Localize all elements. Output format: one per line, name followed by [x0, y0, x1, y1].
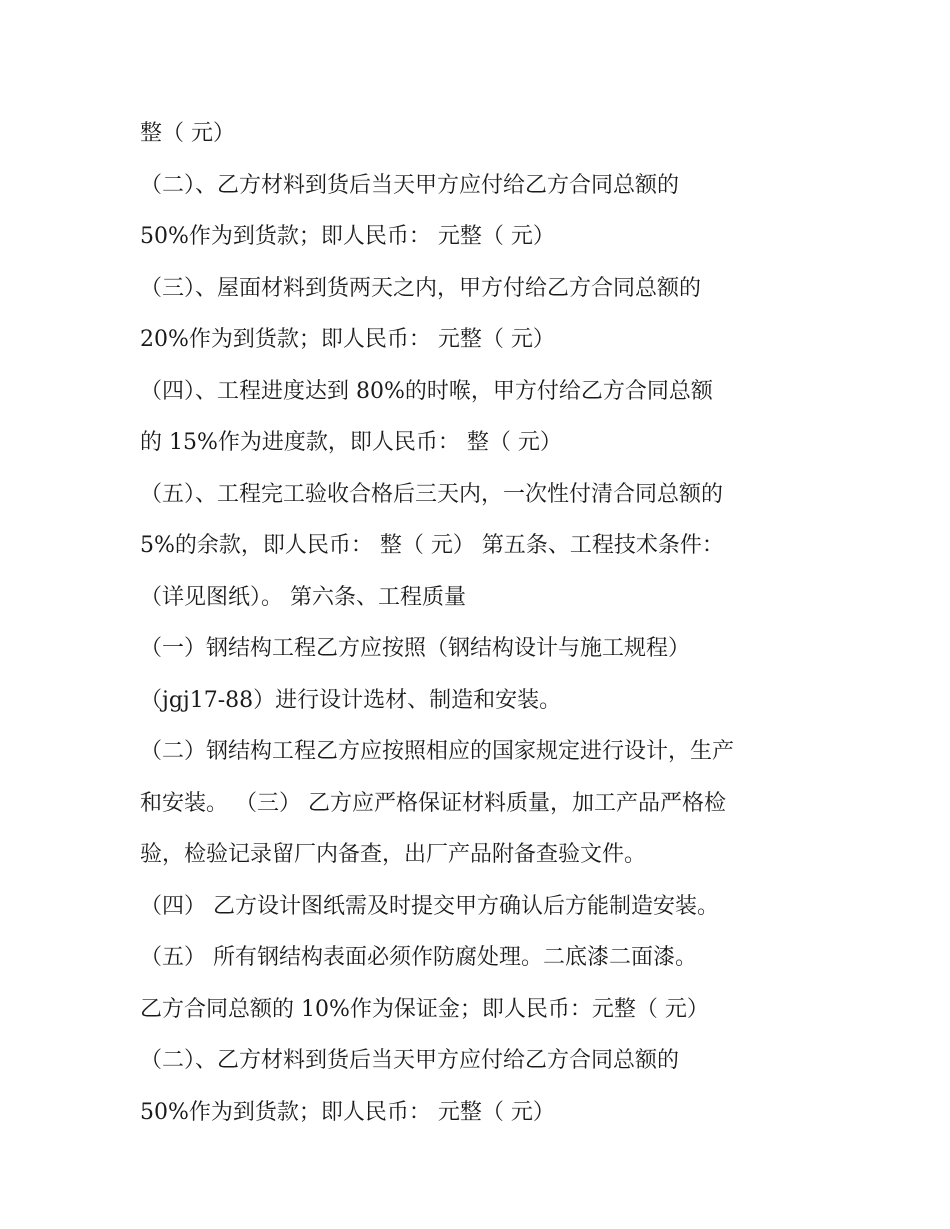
text-line: 整（ 元） [140, 121, 235, 146]
text-line: 50%作为到货款；即人民币： 元整（ 元） [140, 224, 555, 249]
text-line: （二）、乙方材料到货后当天甲方应付给乙方合同总额的 [140, 172, 680, 198]
text-line: （二）钢结构工程乙方应按照相应的国家规定进行设计，生产 [140, 739, 735, 764]
text-line: （五）、工程完工验收合格后三天内，一次性付清合同总额的 [140, 481, 724, 507]
text-line: 20%作为到货款；即人民币： 元整（ 元） [140, 327, 555, 352]
text-line: （详见图纸）。 第六条、工程质量 [140, 584, 466, 610]
document-body [140, 108, 830, 1138]
text-line: 50%作为到货款；即人民币： 元整（ 元） [140, 1099, 555, 1125]
text-line: （五） 所有钢结构表面必须作防腐处理。二底漆二面漆。 [140, 945, 697, 970]
text-line: 的 15%作为进度款，即人民币： 整（ 元） [140, 430, 562, 455]
text-line: （四）、工程进度达到 80%的时喉，甲方付给乙方合同总额 [140, 378, 713, 404]
text-line: 验，检验记录留厂内备查，出厂产品附备查验文件。 [140, 842, 647, 867]
text-line: 乙方合同总额的 10%作为保证金；即人民币：元整（ 元） [140, 996, 709, 1022]
text-line: （jgj17-88）进行设计选材、制造和安装。 [140, 687, 562, 713]
text-line: （四） 乙方设计图纸需及时提交甲方确认后方能制造安装。 [140, 893, 719, 919]
text-line: 5%的余款，即人民币： 整（ 元） 第五条、工程技术条件： [140, 533, 724, 558]
text-line: （三）、屋面材料到货两天之内，甲方付给乙方合同总额的 [140, 275, 702, 301]
text-line: （二）、乙方材料到货后当天甲方应付给乙方合同总额的 [140, 1048, 680, 1073]
text-line: 和安装。 （三） 乙方应严格保证材料质量，加工产品严格检 [140, 790, 726, 816]
text-line: （一）钢结构工程乙方应按照（钢结构设计与施工规程） [140, 636, 691, 661]
